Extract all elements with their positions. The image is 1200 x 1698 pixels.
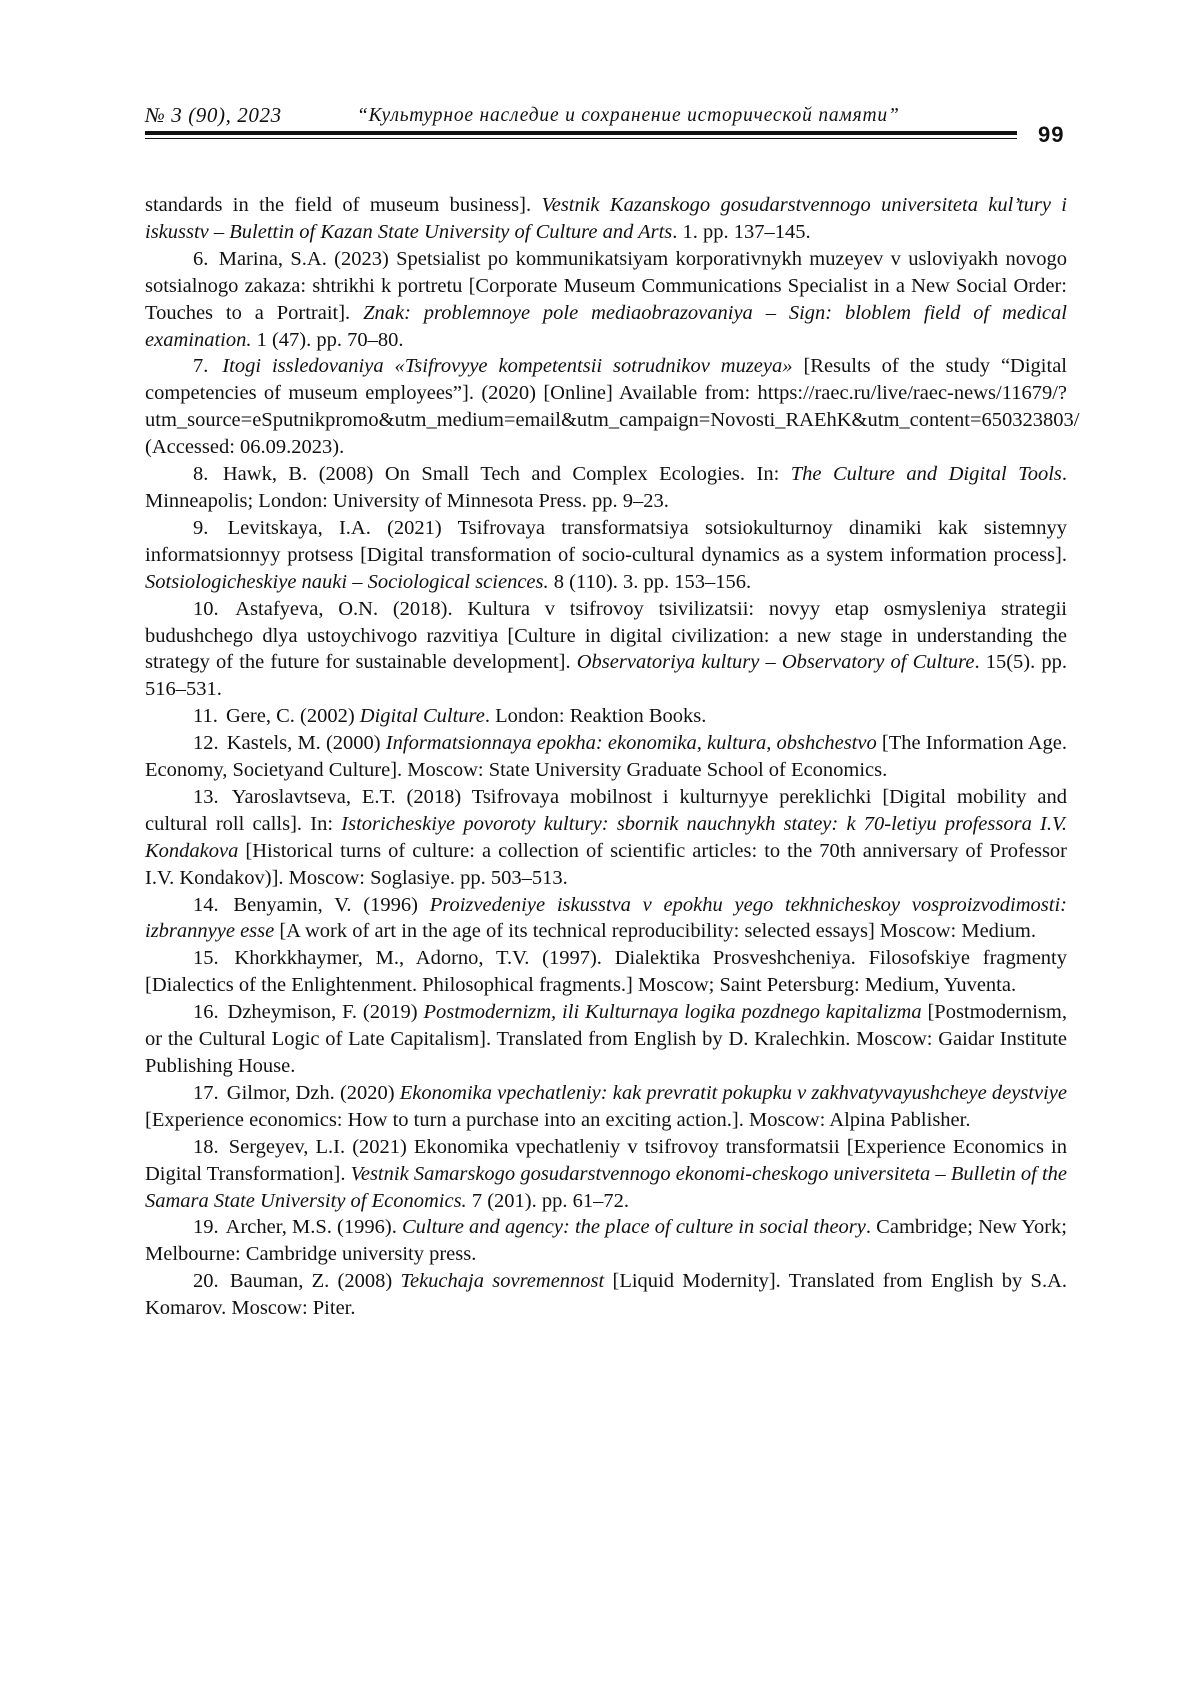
ref-number: 9.	[193, 516, 209, 539]
ref-text: standards in the field of museum business].	[145, 194, 542, 216]
ref-source-title: Observatoriya kultury – Observatory of Culture	[576, 651, 975, 674]
reference-continuation	[145, 192, 1067, 246]
ref-text: Bauman, Z. (2008)	[229, 1270, 401, 1293]
ref-source-title: Ekonomika vpechatleniy: kak prevratit pokupku v zakhvatyvayushcheye deystviye	[399, 1081, 1067, 1104]
ref-source-title: Informatsionnaya epokha: ekonomika, kultura, obshchestvo	[385, 732, 877, 755]
ref-source-title: Istoricheskiye povoroty kultury: sbornik nauchnykh statey: k 70-letiyu professora I.V. Kondakova	[145, 812, 1067, 862]
ref-number: 11.	[193, 705, 218, 728]
ref-source-title: Znak: problemnoye pole mediaobrazovaniya – Sign: bloblem field of medical examination.	[145, 301, 1067, 351]
journal-title: “Культурное наследие и сохранение исторической памяти”	[357, 105, 900, 126]
ref-text: Marina, S.A. (2023) Spetsialist po kommunikatsiyam korporativnykh muzeyev v usloviyakh novogo sotsialnogo zakaza: shtrikhi k portretu [Corporate Museum Communications Specialist in a New Social Order: Touches to a Portrait].	[145, 247, 1068, 324]
ref-text: Astafyeva, O.N. (2018). Kultura v tsifrovoy tsivilizatsii: novyy etap osmysleniya strategii budushchego dlya ustoychivogo razvitiya [Culture in digital civilization: a new stage in understanding the strategy of the future for sustainable development].	[145, 597, 1068, 674]
header-rule-thick	[145, 131, 1017, 135]
issue-number: № 3 (90), 2023	[145, 103, 282, 127]
ref-number: 12.	[193, 732, 219, 755]
ref-text: 7 (201). pp. 61–72.	[466, 1189, 629, 1212]
reference-item	[145, 1080, 1067, 1134]
reference-item	[145, 461, 1067, 515]
ref-number: 16.	[193, 1001, 219, 1024]
ref-text: . Minneapolis; London: University of Minnesota Press. pp. 9–23.	[145, 463, 1067, 512]
ref-text: [Postmodernism, or the Cultural Logic of Late Capitalism]. Translated from English by D. Kralechkin. Moscow: Gaidar Institute Publishing House.	[145, 1001, 1067, 1077]
ref-number: 18.	[193, 1135, 219, 1158]
reference-item	[145, 1214, 1067, 1268]
ref-source-title: Proizvedeniye iskusstva v epokhu yego tekhnicheskoy vosproizvodimosti: izbrannyye esse	[145, 893, 1067, 943]
ref-source-title: Vestnik Samarskogo gosudarstvennogo ekonomi-cheskogo universiteta – Bulletin of the Samara State University of Economics.	[145, 1162, 1068, 1212]
ref-text: [Results of the study “Digital competencies of museum employees”]. (2020) [Online] Available from: https://raec.ru/live/raec-news/11679/?utm_source=eSputnikpromo&utm_medium=email&utm_campaign=Novosti_RAEhK&utm_content=650323803/ (Accessed: 06.09.2023).	[145, 355, 1080, 459]
ref-text: 8 (110). 3. pp. 153–156.	[548, 570, 752, 593]
ref-number: 20.	[193, 1270, 219, 1293]
ref-text: Yaroslavtseva, E.T. (2018) Tsifrovaya mobilnost i kulturnyye pereklichki [Digital mobility and cultural roll calls]. In:	[145, 785, 1067, 835]
ref-text: Khorkkhaymer, M., Adorno, T.V. (1997). Dialektika Prosveshcheniya. Filosofskiye fragmenty [Dialectics of the Enlightenment. Philosophical fragments.] Moscow; Saint Petersburg: Medium, Yuventa.	[145, 947, 1067, 997]
ref-number: 19.	[193, 1216, 219, 1239]
ref-text: Archer, M.S. (1996).	[225, 1216, 402, 1239]
ref-number: 13.	[193, 785, 219, 808]
reference-item	[145, 703, 1067, 730]
ref-source-title: Itogi issledovaniya «Tsifrovyye kompetentsii sotrudnikov muzeya»	[222, 355, 793, 378]
ref-source-title: Digital Culture	[359, 705, 485, 728]
ref-text: [The Information Age. Economy, Societyand Culture]. Moscow: State University Graduate School of Economics.	[145, 732, 1068, 782]
ref-number: 17.	[193, 1081, 219, 1104]
ref-source-title: Culture and agency: the place of culture in social theory	[402, 1216, 866, 1239]
reference-item	[145, 945, 1067, 999]
header-rule-thin	[145, 138, 1017, 139]
reference-list	[145, 192, 1080, 1322]
ref-source-title: Sotsiologicheskiye nauki – Sociological sciences.	[145, 570, 549, 593]
ref-source-title: Tekuchaja sovremennost	[400, 1270, 605, 1293]
reference-item	[145, 515, 1067, 596]
ref-text: Gilmor, Dzh. (2020)	[226, 1081, 400, 1104]
reference-item	[145, 353, 1080, 461]
reference-item	[145, 1268, 1067, 1322]
reference-item	[145, 596, 1067, 704]
ref-text: Sergeyev, L.I. (2021) Ekonomika vpechatleniy v tsifrovoy transformatsii [Experience Economics in Digital Transformation].	[145, 1135, 1067, 1185]
page-number: 99	[1038, 122, 1065, 147]
ref-text: Levitskaya, I.A. (2021) Tsifrovaya transformatsiya sotsiokulturnoy dinamiki kak sistemnyy informatsionnyy protsess [Digital transformation of socio-cultural dynamics as a system information process].	[145, 516, 1068, 566]
ref-text: . Cambridge; New York; Melbourne: Cambridge university press.	[145, 1216, 1067, 1266]
ref-text: Benyamin, V. (1996)	[233, 893, 430, 916]
reference-item	[145, 246, 1067, 354]
ref-number: 14.	[193, 893, 219, 916]
ref-text: Hawk, B. (2008) On Small Tech and Complex Ecologies. In:	[222, 463, 791, 486]
ref-text: . London: Reaktion Books.	[484, 705, 707, 728]
ref-text: 1 (47). pp. 70–80.	[251, 328, 404, 351]
ref-text: Dzheymison, F. (2019)	[227, 1001, 424, 1024]
ref-source-title: The Culture and Digital Tools	[790, 463, 1062, 486]
ref-number: 7.	[193, 355, 209, 378]
ref-number: 10.	[193, 597, 219, 620]
ref-text: Gere, C. (2002)	[226, 705, 360, 728]
ref-source-title: Postmodernizm, ili Kulturnaya logika pozdnego kapitalizma	[423, 1001, 922, 1024]
ref-text: Kastels, M. (2000)	[226, 732, 386, 755]
reference-item	[145, 892, 1067, 946]
ref-number: 6.	[193, 247, 209, 270]
ref-text: [A work of art in the age of its technical reproducibility: selected essays] Moscow: Medium.	[274, 920, 1036, 943]
ref-text: . 1. pp. 137–145.	[672, 220, 811, 243]
ref-text: . 15(5). pp. 516–531.	[145, 651, 1067, 701]
ref-text: [Liquid Modernity]. Translated from English by S.A. Komarov. Moscow: Piter.	[145, 1270, 1068, 1320]
running-header	[145, 100, 1085, 147]
reference-item	[145, 1134, 1067, 1215]
ref-text: [Historical turns of culture: a collection of scientific articles: to the 70th anniversary of Professor I.V. Kondakov)]. Moscow: Soglasiye. pp. 503–513.	[145, 839, 1067, 889]
ref-number: 8.	[193, 463, 209, 486]
ref-source-title: Vestnik Kazanskogo gosudarstvennogo universiteta kul’tury i iskusstv – Bulettin of Kazan State University of Culture and Arts	[145, 194, 1067, 243]
ref-number: 15.	[193, 947, 219, 970]
ref-text: [Experience economics: How to turn a purchase into an exciting action.]. Moscow: Alpina Pablisher.	[145, 1108, 971, 1131]
reference-item	[145, 784, 1067, 892]
reference-item	[145, 999, 1067, 1080]
reference-item	[145, 730, 1067, 784]
